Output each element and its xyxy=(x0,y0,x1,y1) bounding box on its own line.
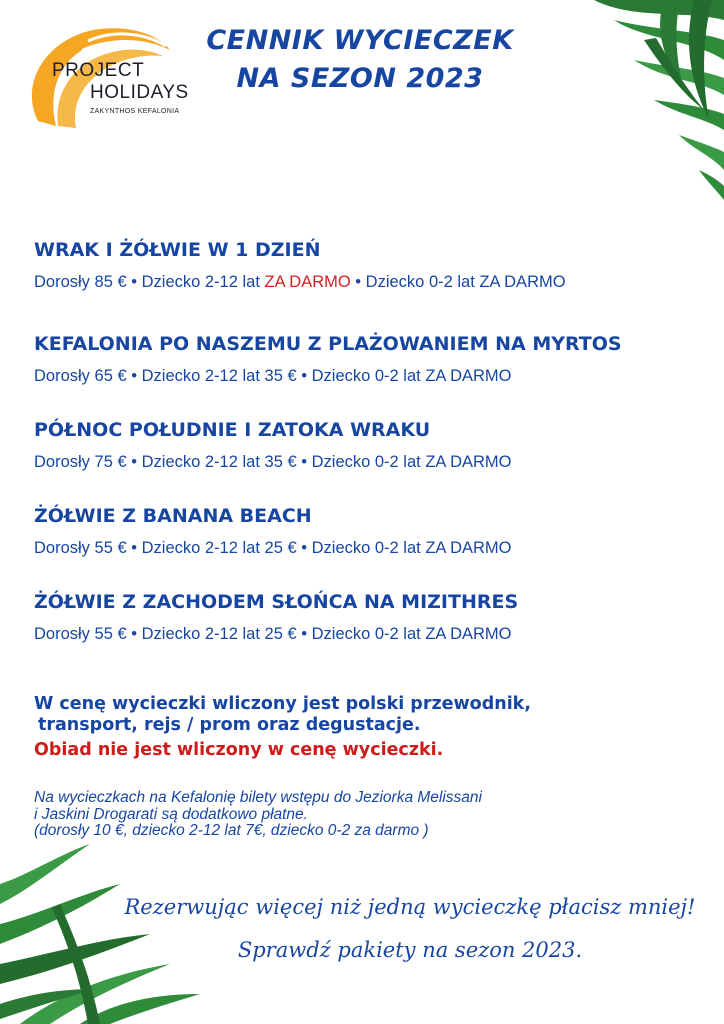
separator: • xyxy=(301,625,308,643)
tour-item-5 xyxy=(34,590,694,646)
tour-name: KEFALONIA PO NASZEMU Z PLAŻOWANIEM NA MYRTOS xyxy=(34,333,622,355)
tour-price xyxy=(34,536,694,560)
logo-text-project: PROJECT xyxy=(52,60,145,81)
extra-note-line-3: (dorosły 10 €, dziecko 2-12 lat 7€, dziecko 0-2 za darmo ) xyxy=(34,822,429,839)
logo-text-holidays: HOLIDAYS xyxy=(90,82,189,103)
price-infant: Dziecko 0-2 lat ZA DARMO xyxy=(311,625,512,643)
included-note xyxy=(34,694,694,736)
tour-price xyxy=(34,450,694,474)
price-infant: Dziecko 0-2 lat ZA DARMO xyxy=(311,367,512,385)
logo-subtitle: ZAKYNTHOS KEFALONIA xyxy=(90,108,180,115)
separator: • xyxy=(301,453,308,471)
price-adult: Dorosły 55 € xyxy=(34,625,127,643)
price-child-value: ZA DARMO xyxy=(264,273,351,291)
separator: • xyxy=(131,367,138,385)
lunch-not-included-note: Obiad nie jest wliczony w cenę wycieczki. xyxy=(34,740,444,760)
price-child-label: Dziecko 2-12 lat xyxy=(141,625,260,643)
tour-name: ŻÓŁWIE Z ZACHODEM SŁOŃCA NA MIZITHRES xyxy=(34,591,519,613)
price-adult: Dorosły 55 € xyxy=(34,539,127,557)
price-child-label: Dziecko 2-12 lat xyxy=(141,273,260,291)
separator: • xyxy=(131,539,138,557)
project-holidays-logo xyxy=(18,16,188,136)
tour-item-2 xyxy=(34,332,694,388)
extra-note-line-2: i Jaskini Drogarati są dodatkowo płatne. xyxy=(34,805,308,823)
separator: • xyxy=(301,539,308,557)
extra-note-line-1: Na wycieczkach na Kefalonię bilety wstępu do Jeziorka Melissani xyxy=(34,789,482,806)
price-adult: Dorosły 85 € xyxy=(34,273,127,291)
separator: • xyxy=(301,367,308,385)
footer-line-2: Sprawdź pakiety na sezon 2023. xyxy=(237,938,583,962)
footer-line-1: Rezerwując więcej niż jedną wycieczkę płacisz mniej! xyxy=(124,895,696,919)
price-child-value: 25 € xyxy=(264,625,297,643)
included-note-line-2: transport, rejs / prom oraz degustacje. xyxy=(38,715,421,735)
tour-name: WRAK I ŻÓŁWIE W 1 DZIEŃ xyxy=(34,239,321,261)
page-title xyxy=(170,22,550,98)
price-child-label: Dziecko 2-12 lat xyxy=(141,453,260,471)
separator: • xyxy=(131,453,138,471)
tour-name: ŻÓŁWIE Z BANANA BEACH xyxy=(34,505,312,527)
price-infant: Dziecko 0-2 lat ZA DARMO xyxy=(311,539,512,557)
price-adult: Dorosły 65 € xyxy=(34,367,127,385)
price-infant: Dziecko 0-2 lat ZA DARMO xyxy=(311,453,512,471)
price-child-label: Dziecko 2-12 lat xyxy=(141,367,260,385)
tour-price xyxy=(34,622,694,646)
title-line-2: NA SEZON 2023 xyxy=(236,63,484,94)
price-infant: Dziecko 0-2 lat ZA DARMO xyxy=(365,273,566,291)
extra-tickets-note xyxy=(34,790,694,840)
tour-price xyxy=(34,270,694,294)
price-child-value: 35 € xyxy=(264,367,297,385)
tour-item-3 xyxy=(34,418,694,474)
tour-item-1 xyxy=(34,238,694,294)
price-child-value: 35 € xyxy=(264,453,297,471)
price-child-label: Dziecko 2-12 lat xyxy=(141,539,260,557)
palm-leaf-top-right-icon xyxy=(534,0,724,250)
separator: • xyxy=(131,625,138,643)
tour-name: PÓŁNOC POŁUDNIE I ZATOKA WRAKU xyxy=(34,419,431,441)
tour-price xyxy=(34,364,694,388)
title-line-1: CENNIK WYCIECZEK xyxy=(206,25,514,56)
separator: • xyxy=(355,273,362,291)
price-child-value: 25 € xyxy=(264,539,297,557)
separator: • xyxy=(131,273,138,291)
tour-item-4 xyxy=(34,504,694,560)
price-adult: Dorosły 75 € xyxy=(34,453,127,471)
palm-leaf-bottom-left-icon xyxy=(0,844,200,1024)
included-note-line-1: W cenę wycieczki wliczony jest polski przewodnik, xyxy=(34,694,531,714)
